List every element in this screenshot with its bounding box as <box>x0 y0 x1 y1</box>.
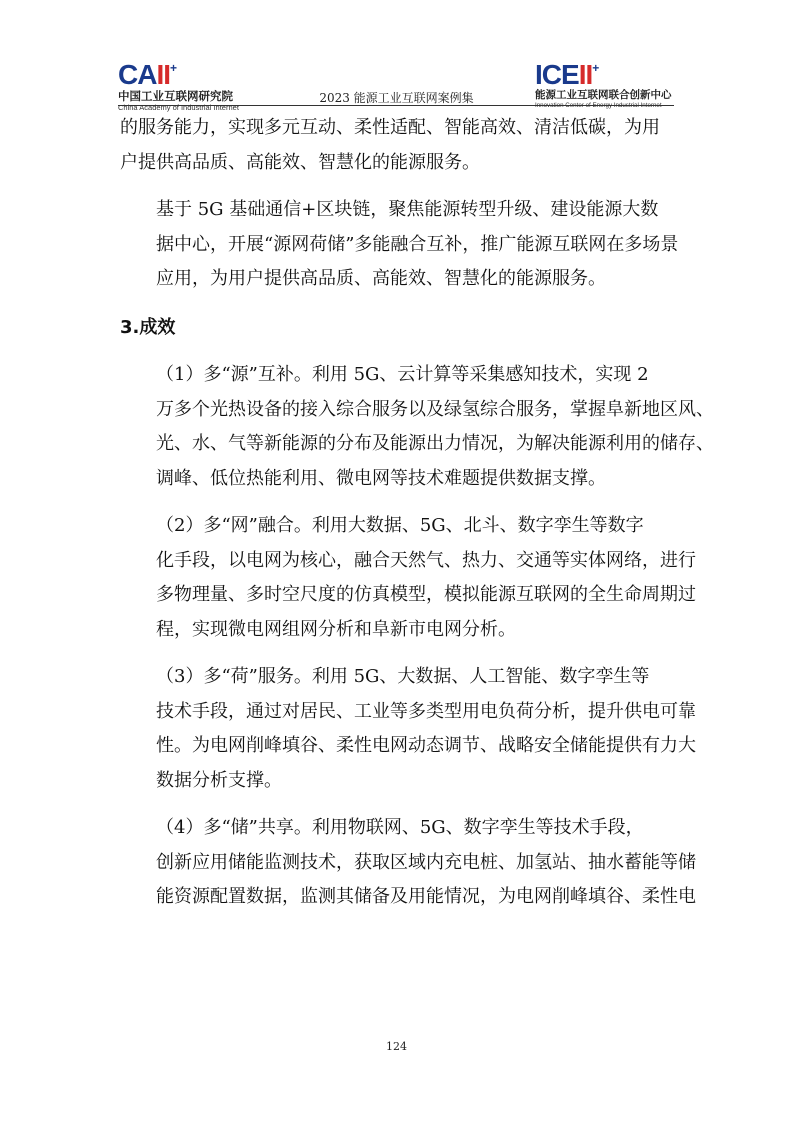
section-heading-results: 3.成效 <box>120 316 176 338</box>
caii-logo-cn: 中国工业互联网研究院 <box>118 89 233 103</box>
paragraph-multi-storage: （4）多“储”共享。利用物联网、5G、数字孪生等技术手段， 创新应用储能监测技术，获取区域内充电桩、加氢站、抽水蓄能等储 能资源配置数据，监测其储备及用能情况，为电网削峰填谷、柔性电 <box>156 817 696 907</box>
iceii-logo-mark: ICEII+ <box>535 59 599 90</box>
iceii-logo-cn: 能源工业互联网联合创新中心 <box>535 89 672 101</box>
iceii-logo <box>535 55 675 110</box>
page-body <box>120 111 714 915</box>
paragraph-multi-source: （1）多“源”互补。利用 5G、云计算等采集感知技术，实现 2 万多个光热设备的接入综合服务以及绿氢综合服务，掌握阜新地区风、 光、水、气等新能源的分布及能源出力情况，为解决能源利用的储存、 调峰、低位热能利用、微电网等技术难题提供数据支撑。 <box>156 364 714 489</box>
header-divider <box>118 105 674 106</box>
paragraph-5g-blockchain: 基于 5G 基础通信+区块链，聚焦能源转型升级、建设能源大数 据中心，开展“源网荷储”多能融合互补，推广能源互联网在多场景 应用，为用户提供高品质、高能效、智慧化的能源服务。 <box>156 199 679 289</box>
caii-logo-en: China Academy of Industrial Internet <box>118 103 239 112</box>
paragraph-intro-continued: 的服务能力，实现多元互动、柔性适配、智能高效、清洁低碳，为用 户提供高品质、高能效、智慧化的能源服务。 <box>120 117 660 173</box>
running-title: 2023 能源工业互联网案例集 <box>319 91 474 105</box>
caii-logo-mark: CAII+ <box>118 59 177 90</box>
page-header <box>0 0 793 112</box>
paragraph-multi-load: （3）多“荷”服务。利用 5G、大数据、人工智能、数字孪生等 技术手段，通过对居民、工业等多类型用电负荷分析，提升供电可靠 性。为电网削峰填谷、柔性电网动态调节、战略安全储能提供有力大 数据分析支撑。 <box>156 666 696 791</box>
iceii-logo-en: Innovation Center of Energy Industrial Internet <box>535 102 662 109</box>
paragraph-multi-network: （2）多“网”融合。利用大数据、5G、北斗、数字孪生等数字 化手段，以电网为核心，融合天然气、热力、交通等实体网络，进行 多物理量、多时空尺度的仿真模型，模拟能源互联网的全生命周期过 程，实现微电网组网分析和阜新市电网分析。 <box>156 515 696 640</box>
page-number: 124 <box>386 1040 407 1053</box>
